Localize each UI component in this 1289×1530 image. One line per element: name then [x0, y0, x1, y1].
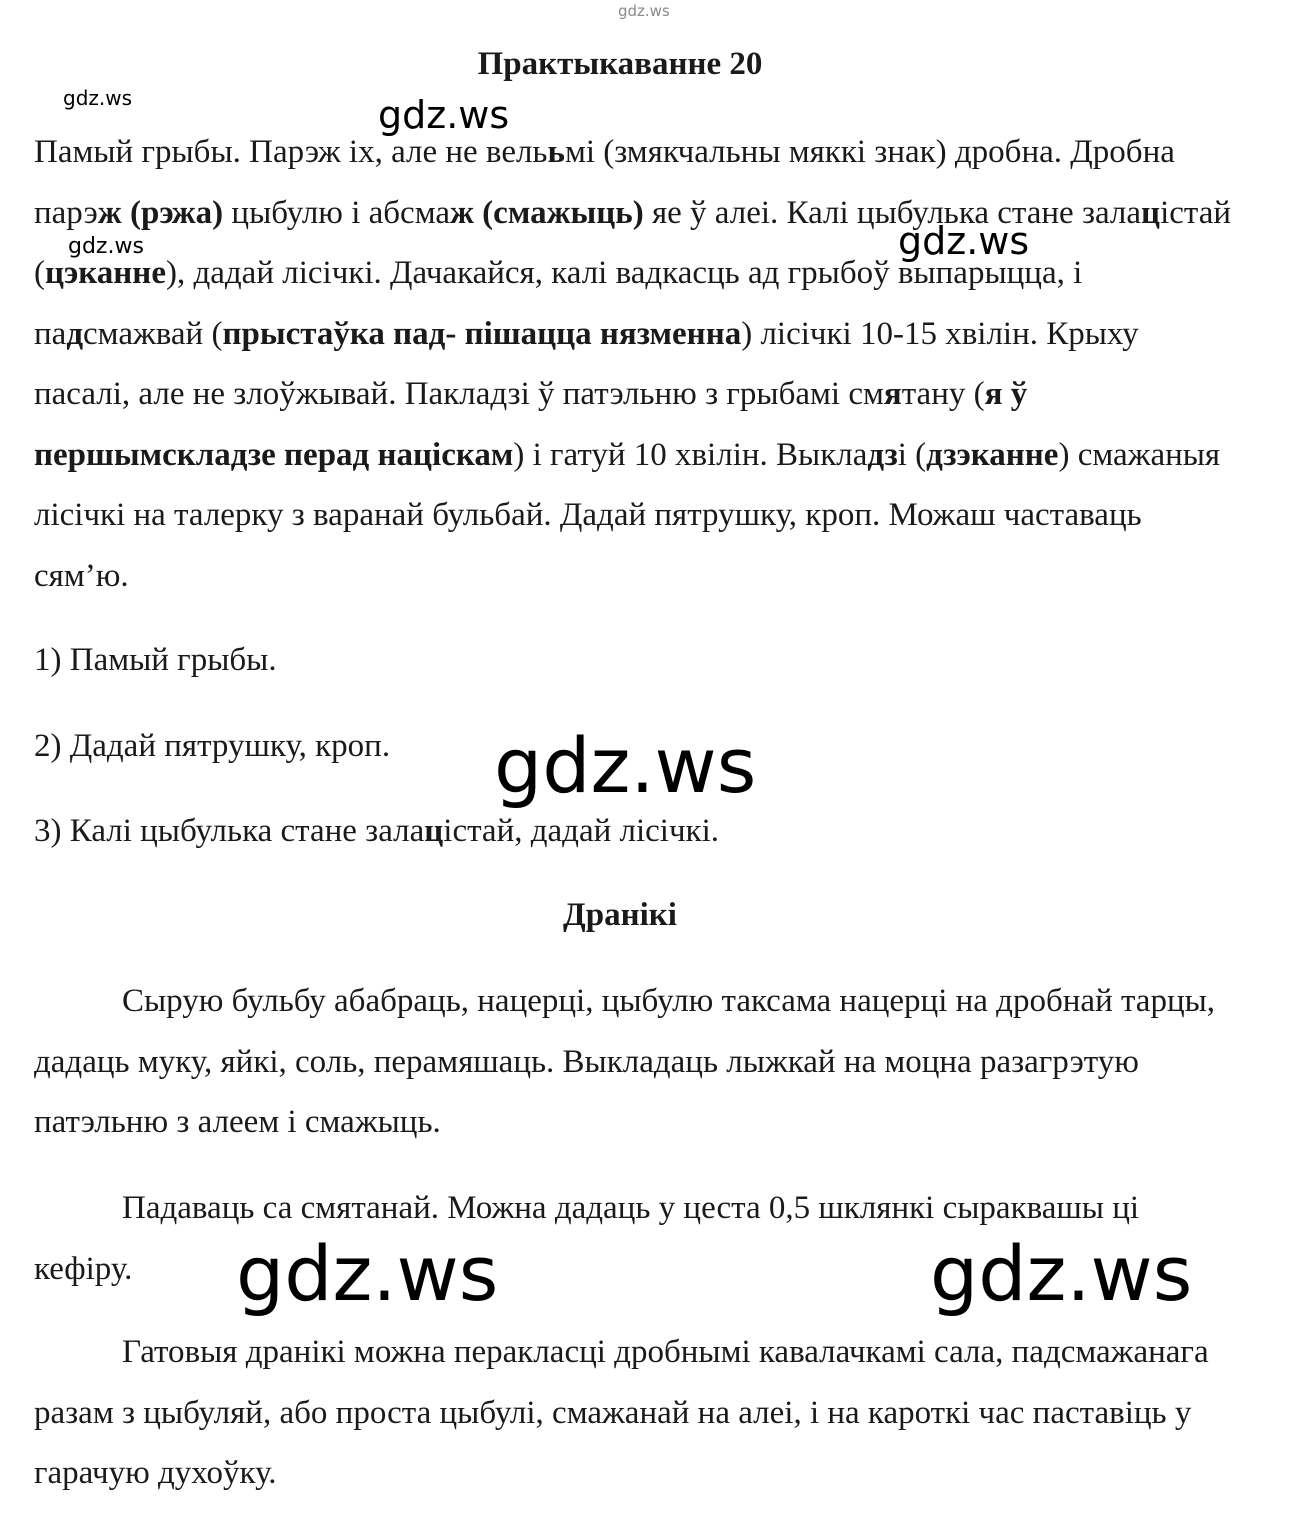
bold-segment: ж (смажыць) [450, 194, 644, 231]
text-segment: ) і гатуй 10 хвілін. Выкла [513, 436, 868, 473]
text-segment: ), дадай лісічкі. Дачакайся, калі вадкасць ад грыбоў выпарыцца, і па [34, 255, 1083, 352]
bold-segment: ц [1141, 194, 1161, 231]
text-segment: мі (змякчальны мяккі знак) дробна. Дробна парэ [34, 134, 1175, 231]
exercise-paragraph [34, 122, 1234, 606]
recipe-paragraph: Гатовыя дранікі можна перакласці дробнымі кавалачкамі сала, падсмажанага разам з цыбуляй, або проста цыбулі, смажанай на алеі, і на кароткі час паставіць у гарачую духоўку. [34, 1334, 1209, 1491]
watermark-small: gdz.ws [68, 234, 144, 259]
watermark-large: gdz.ws [236, 1229, 499, 1318]
watermark-medium: gdz.ws [378, 93, 510, 137]
bold-segment: прыстаўка пад- пішацца нязменна [222, 315, 742, 352]
bold-segment: я ў першымскладзе перад націскам [34, 376, 1028, 473]
text-segment: істай, дадай лісічкі. [443, 813, 720, 849]
bold-segment: д [66, 315, 84, 352]
recipe-paragraph: Сырую бульбу абабраць, нацерці, цыбулю таксама нацерці на дробнай тарцы, дадаць муку, яйкі, соль, перамяшаць. Выкладаць лыжкай на моцна разагрэтую патэльню з алеем і смажыць. [34, 983, 1216, 1140]
text-segment: ) смажаныя лісічкі на талерку з варанай бульбай. Дадай пятрушку, кроп. Можаш частаваць сям’ю. [34, 436, 1221, 594]
watermark-large: gdz.ws [494, 721, 757, 810]
text-segment: і ( [897, 436, 927, 473]
text-segment: істай ( [34, 194, 1232, 291]
text-segment: яе ў алеі. Калі цыбулька стане зала [643, 194, 1142, 231]
text-segment: Памый грыбы. Парэж іх, але не вель [34, 134, 548, 170]
text-segment: смажвай ( [83, 315, 223, 352]
text-segment: тану ( [901, 376, 985, 412]
watermark-large: gdz.ws [930, 1229, 1193, 1318]
bold-segment: дзэканне [926, 436, 1059, 473]
list-item [34, 811, 719, 851]
recipe-title: Дранікі [563, 897, 677, 933]
list-item: 1) Памый грыбы. [34, 642, 277, 678]
bold-segment: дз [867, 436, 898, 473]
bold-segment: ж (рэжа) [97, 194, 224, 231]
bold-segment: цэканне [45, 255, 166, 291]
watermark-top: gdz.ws [618, 2, 670, 20]
bold-segment: я [883, 376, 902, 412]
bold-segment: ц [424, 813, 444, 849]
list-item: 2) Дадай пятрушку, кроп. [34, 728, 391, 764]
watermark-small: gdz.ws [63, 86, 133, 110]
text-segment: 3) Калі цыбулька стане зала [34, 813, 425, 849]
watermark-medium: gdz.ws [898, 219, 1030, 263]
bold-segment: ь [547, 134, 565, 170]
text-segment: цыбулю і абсма [223, 194, 450, 231]
text-segment: ) лісічкі 10-15 хвілін. Крыху пасалі, але не злоўжывай. Пакладзі ў патэльню з грыбамі см [34, 315, 1139, 412]
exercise-title: Практыкаванне 20 [477, 46, 763, 82]
recipe-paragraph: Падаваць са смятанай. Можна дадаць у цеста 0,5 шклянкі сыраквашы ці кефіру. [34, 1190, 1140, 1287]
